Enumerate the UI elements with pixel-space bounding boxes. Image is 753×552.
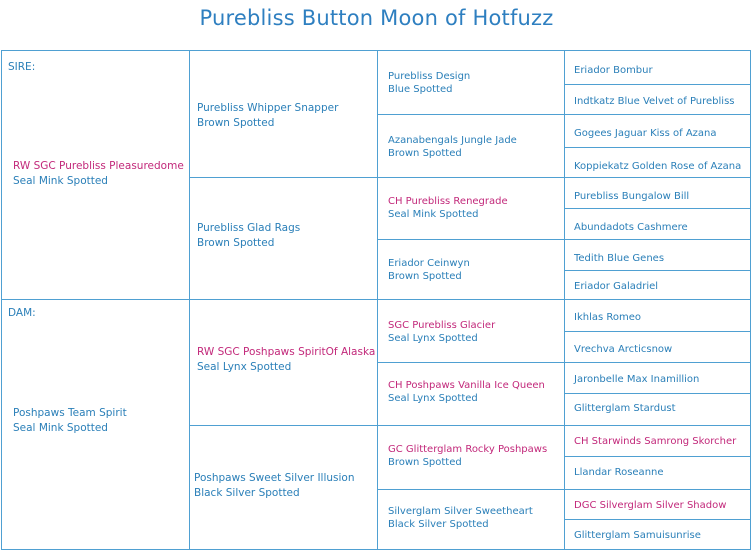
cat-color: Seal Lynx Spotted <box>197 361 292 373</box>
great-grandparent-entry <box>388 134 517 160</box>
grandparent-entry <box>197 221 300 251</box>
cat-color: Brown Spotted <box>197 237 275 249</box>
row-divider <box>189 425 751 426</box>
column-divider <box>564 50 565 550</box>
cat-color: Seal Mink Spotted <box>13 422 108 434</box>
cat-name: Poshpaws Sweet Silver Illusion <box>194 472 355 484</box>
cat-color: Brown Spotted <box>197 117 275 129</box>
ancestor-name: CH Starwinds Samrong Skorcher <box>574 436 737 447</box>
ancestor-name: Llandar Roseanne <box>574 467 664 478</box>
row-divider <box>564 519 751 520</box>
cat-name: SGC Purebliss Glacier <box>388 320 496 331</box>
cat-name: Purebliss Whipper Snapper <box>197 102 339 114</box>
ancestor-name: Koppiekatz Golden Rose of Azana <box>574 161 742 172</box>
cat-name: CH Poshpaws Vanilla Ice Queen <box>388 380 545 391</box>
cat-name: GC Glitterglam Rocky Poshpaws <box>388 444 548 455</box>
row-divider <box>564 84 751 85</box>
ancestor-name: Gogees Jaguar Kiss of Azana <box>574 128 717 139</box>
great-grandparent-entry <box>388 257 470 283</box>
cat-name: Poshpaws Team Spirit <box>13 407 127 419</box>
ancestor-name: Indtkatz Blue Velvet of Purebliss <box>574 96 735 107</box>
great-grandparent-entry <box>388 195 508 221</box>
cat-name: RW SGC Purebliss Pleasuredome <box>13 160 184 172</box>
ancestor-name: Eriador Bombur <box>574 65 653 76</box>
cat-name: Silverglam Silver Sweetheart <box>388 506 533 517</box>
cat-color: Seal Lynx Spotted <box>388 393 478 404</box>
cat-name: RW SGC Poshpaws SpiritOf Alaska <box>197 346 376 358</box>
dam-entry <box>13 406 127 436</box>
cat-name: Eriador Ceinwyn <box>388 258 470 269</box>
sire-label: SIRE: <box>8 61 36 73</box>
ancestor-name: Purebliss Bungalow Bill <box>574 191 690 202</box>
row-divider <box>377 239 751 240</box>
cat-color: Black Silver Spotted <box>194 487 300 499</box>
row-divider <box>564 456 751 457</box>
ancestor-name: Vrechva Arcticsnow <box>574 344 673 355</box>
dam-label: DAM: <box>8 307 36 319</box>
row-divider <box>189 177 751 178</box>
row-divider <box>377 362 751 363</box>
column-divider <box>377 50 378 550</box>
row-divider <box>564 331 751 332</box>
row-divider <box>564 147 751 148</box>
cat-name: Purebliss Design <box>388 71 471 82</box>
cat-color: Seal Mink Spotted <box>388 209 479 220</box>
grandparent-entry <box>197 345 375 375</box>
row-divider <box>1 299 751 300</box>
great-grandparent-entry <box>388 443 547 469</box>
ancestor-name: Ikhlas Romeo <box>574 312 642 323</box>
ancestor-name: Jaronbelle Max Inamillion <box>574 374 700 385</box>
cat-color: Black Silver Spotted <box>388 519 489 530</box>
ancestor-name: Eriador Galadriel <box>574 281 659 292</box>
great-grandparent-entry <box>388 379 545 405</box>
great-grandparent-entry <box>388 505 533 531</box>
ancestor-name: Abundadots Cashmere <box>574 222 688 233</box>
cat-name: Azanabengals Jungle Jade <box>388 135 517 146</box>
cat-color: Blue Spotted <box>388 84 453 95</box>
ancestor-name: Glitterglam Stardust <box>574 403 676 414</box>
page-title: Purebliss Button Moon of Hotfuzz <box>199 6 554 30</box>
cat-color: Brown Spotted <box>388 271 462 282</box>
row-divider <box>564 393 751 394</box>
ancestor-name: Glitterglam Samuisunrise <box>574 530 701 541</box>
ancestor-name: Tedith Blue Genes <box>574 253 665 264</box>
cat-color: Seal Lynx Spotted <box>388 333 478 344</box>
ancestor-name: DGC Silverglam Silver Shadow <box>574 500 727 511</box>
great-grandparent-entry <box>388 70 470 96</box>
row-divider <box>564 208 751 209</box>
cat-color: Brown Spotted <box>388 457 462 468</box>
row-divider <box>377 489 751 490</box>
column-divider <box>189 50 190 550</box>
row-divider <box>564 270 751 271</box>
grandparent-entry <box>197 101 338 131</box>
cat-color: Brown Spotted <box>388 148 462 159</box>
row-divider <box>377 114 751 115</box>
grandparent-entry <box>194 471 355 501</box>
cat-color: Seal Mink Spotted <box>13 175 108 187</box>
cat-name: Purebliss Glad Rags <box>197 222 301 234</box>
sire-entry <box>13 159 184 189</box>
great-grandparent-entry <box>388 319 495 345</box>
cat-name: CH Purebliss Renegrade <box>388 196 508 207</box>
